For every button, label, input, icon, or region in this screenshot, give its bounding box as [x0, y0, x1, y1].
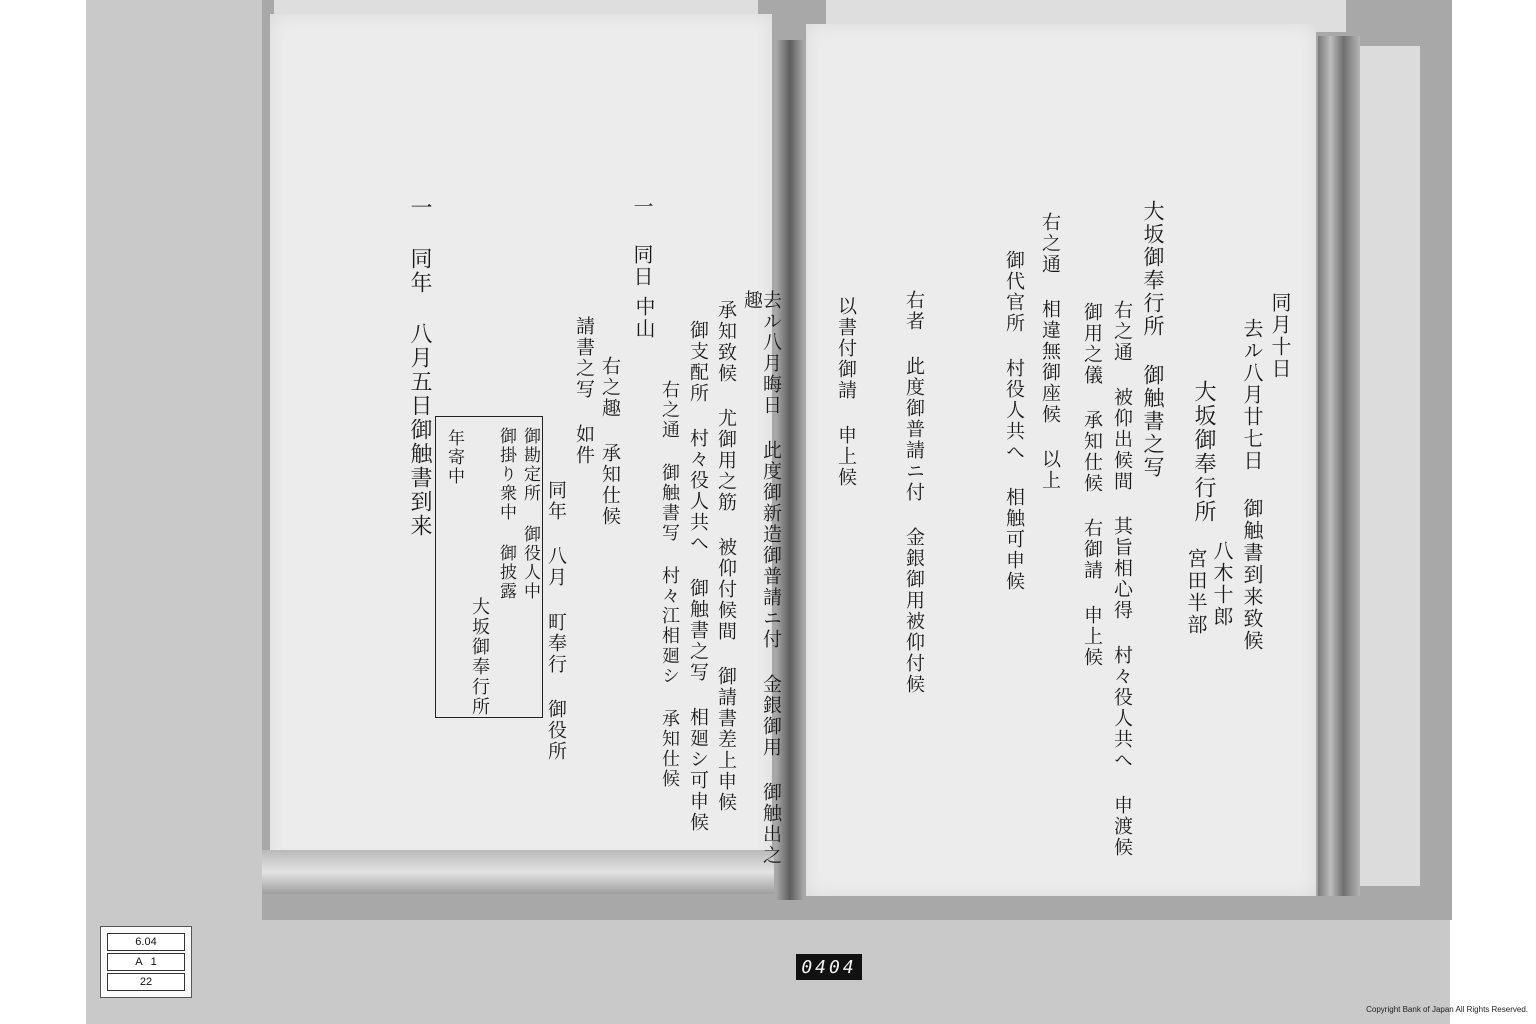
note-line: 御掛り衆中 御披露 — [496, 427, 516, 601]
stamped-note-box — [435, 416, 543, 718]
right-page-column: 御用之儀 承知仕候 右御請 申上候 — [1081, 302, 1103, 668]
right-page-column: 右者 此度御普請ニ付 金銀御用被仰付候 — [903, 290, 925, 695]
left-page-column: 同年 八月 町奉行 御役所 — [545, 480, 567, 762]
slip-line — [107, 973, 185, 991]
slip-line — [107, 953, 185, 971]
right-outer-board — [1360, 46, 1420, 886]
right-page-stack-edge — [1318, 36, 1360, 896]
note-line: 大坂御奉行所 — [469, 597, 490, 717]
right-page-column: 大坂御奉行所 — [1191, 380, 1216, 524]
right-page-column: 御代官所 村役人共へ 相触可申候 — [1003, 250, 1025, 592]
left-page-column: 御支配所 村々役人共へ 御触書之写 相廻シ可申候 — [687, 320, 709, 833]
right-page-column: 右之通 相違無御座候 以上 — [1039, 212, 1061, 491]
right-page-column: 去ル八月廿七日 御触書到来致候 — [1240, 318, 1264, 652]
slip-code: 6.04 — [135, 936, 157, 948]
note-line: 年寄中 — [444, 429, 464, 486]
right-page-column: 八木十郎 — [1210, 540, 1234, 628]
left-page-column: 去ル八月晦日 此度御新造御普請ニ付 金銀御用 御触出之趣 — [741, 290, 782, 866]
frame-number: 0404 — [796, 954, 862, 980]
slip-line — [107, 933, 185, 951]
slip-volume: 1 — [150, 956, 157, 968]
copyright-notice: Copyright Bank of Japan All Rights Reserved. — [1366, 1005, 1528, 1014]
left-page-column: 一 同日 — [630, 196, 654, 288]
left-page-column: 右之趣 承知仕候 — [599, 356, 621, 527]
left-page-column: 右之通 御触書写 村々江相廻シ 承知仕候 — [659, 380, 680, 789]
right-page-column: 宮田半部 — [1184, 548, 1208, 636]
slip-series: A — [135, 956, 143, 968]
left-page-stack-edge — [262, 850, 774, 894]
left-page-column: 承知致候 尤御用之筋 被仰付候間 御請書差上申候 — [715, 300, 737, 813]
right-page-column: 以書付御請 申上候 — [835, 296, 857, 488]
note-line: 御勘定所 御役人中 — [520, 427, 540, 601]
right-page-column: 同月十日 — [1268, 292, 1292, 380]
right-page-column: 右之通 被仰出候間 其旨相心得 村々役人共へ 申渡候 — [1111, 300, 1133, 858]
left-page-column: 中山 — [632, 296, 656, 340]
right-page-column: 大坂御奉行所 御触書之写 — [1141, 200, 1165, 479]
catalog-slip — [100, 926, 192, 998]
left-page-column: 請書之写 如件 — [573, 316, 595, 466]
slip-item: 22 — [139, 976, 153, 988]
left-page-column: 一 同年 八月五日御触書到来 — [407, 196, 432, 538]
